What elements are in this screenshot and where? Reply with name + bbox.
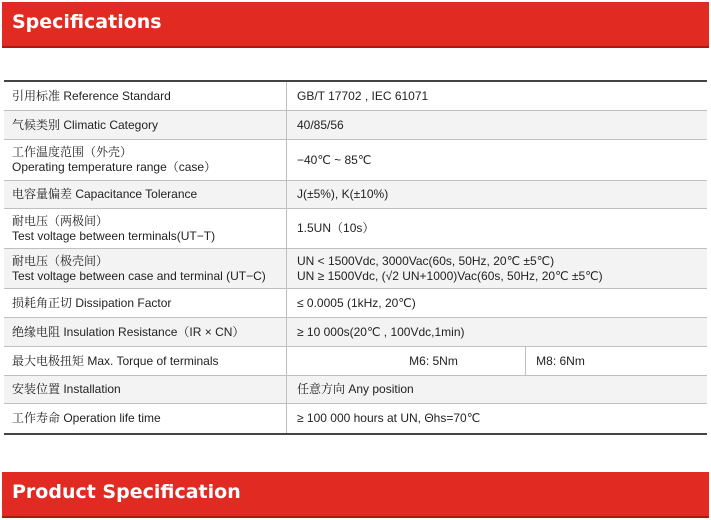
row-value — [287, 209, 707, 248]
row-label — [4, 376, 287, 403]
label-text: 耐电压（极壳间） — [12, 253, 109, 268]
value-text: M8: 6Nm — [536, 353, 585, 368]
banner-title: Specifications — [12, 11, 162, 33]
specifications-banner — [2, 2, 709, 48]
table-row — [4, 82, 707, 111]
table-row — [4, 181, 707, 209]
value-text: ≤ 0.0005 (1kHz, 20℃) — [297, 295, 416, 310]
label-text: 引用标准 Reference Standard — [12, 88, 171, 103]
row-label — [4, 404, 287, 433]
label-text: Test voltage between case and terminal (UT−C) — [12, 268, 266, 283]
label-text: 耐电压（两极间） — [12, 213, 109, 228]
value-text: M6: 5Nm — [409, 353, 458, 368]
row-value — [287, 289, 707, 317]
table-row — [4, 347, 707, 376]
table-row — [4, 318, 707, 347]
value-text: 1.5UN（10s） — [297, 221, 375, 235]
label-text: 电容量偏差 Capacitance Tolerance — [12, 187, 198, 201]
value-text: 任意方向 Any position — [297, 382, 414, 396]
value-text: GB/T 17702 , IEC 61071 — [297, 88, 429, 103]
value-text: UN < 1500Vdc, 3000Vac(60s, 50Hz, 20℃ ±5℃) — [297, 253, 555, 268]
value-text: ≥ 10 000s(20℃ , 100Vdc,1min) — [297, 324, 465, 339]
table-row — [4, 376, 707, 404]
label-text: 工作寿命 Operation life time — [12, 411, 161, 425]
value-m6 — [399, 347, 526, 375]
label-text: 损耗角正切 Dissipation Factor — [12, 295, 172, 310]
row-value — [287, 111, 707, 139]
row-value — [287, 140, 707, 180]
table-row — [4, 249, 707, 289]
label-text: 最大电极扭矩 Max. Torque of terminals — [12, 353, 219, 368]
row-label — [4, 140, 287, 180]
row-label — [4, 289, 287, 317]
value-text: J(±5%), K(±10%) — [297, 187, 389, 201]
label-text: Operating temperature range（case） — [12, 160, 217, 174]
spec-table — [4, 80, 707, 435]
label-text: 绝缘电阻 Insulation Resistance（IR × CN） — [12, 324, 245, 339]
row-label — [4, 209, 287, 248]
row-value — [287, 318, 707, 346]
banner-title: Product Specification — [12, 481, 241, 503]
row-value — [287, 181, 707, 208]
table-row — [4, 289, 707, 318]
row-value — [287, 376, 707, 403]
value-text: 40/85/56 — [297, 117, 344, 132]
row-value — [287, 82, 707, 110]
label-text: 工作温度范围（外壳） — [12, 145, 133, 159]
row-label — [4, 82, 287, 110]
table-row — [4, 140, 707, 181]
label-text: 气候类别 Climatic Category — [12, 117, 159, 132]
value-text: −40℃ ~ 85℃ — [297, 152, 372, 167]
row-value — [287, 249, 707, 288]
row-value — [287, 347, 707, 375]
table-row — [4, 404, 707, 433]
label-text: Test voltage between terminals(UT−T) — [12, 228, 216, 243]
value-text: ≥ 100 000 hours at UN, Θhs=70℃ — [297, 411, 481, 425]
value-text: UN ≥ 1500Vdc, (√2 UN+1000)Vac(60s, 50Hz, 20℃ ±5℃) — [297, 268, 603, 283]
row-label — [4, 249, 287, 288]
row-value — [287, 404, 707, 433]
table-row — [4, 111, 707, 140]
product-specification-banner — [2, 472, 709, 518]
row-label — [4, 181, 287, 208]
value-m8 — [526, 347, 595, 375]
label-text: 安装位置 Installation — [12, 382, 121, 396]
row-label — [4, 347, 287, 375]
row-label — [4, 111, 287, 139]
row-label — [4, 318, 287, 346]
table-row — [4, 209, 707, 249]
